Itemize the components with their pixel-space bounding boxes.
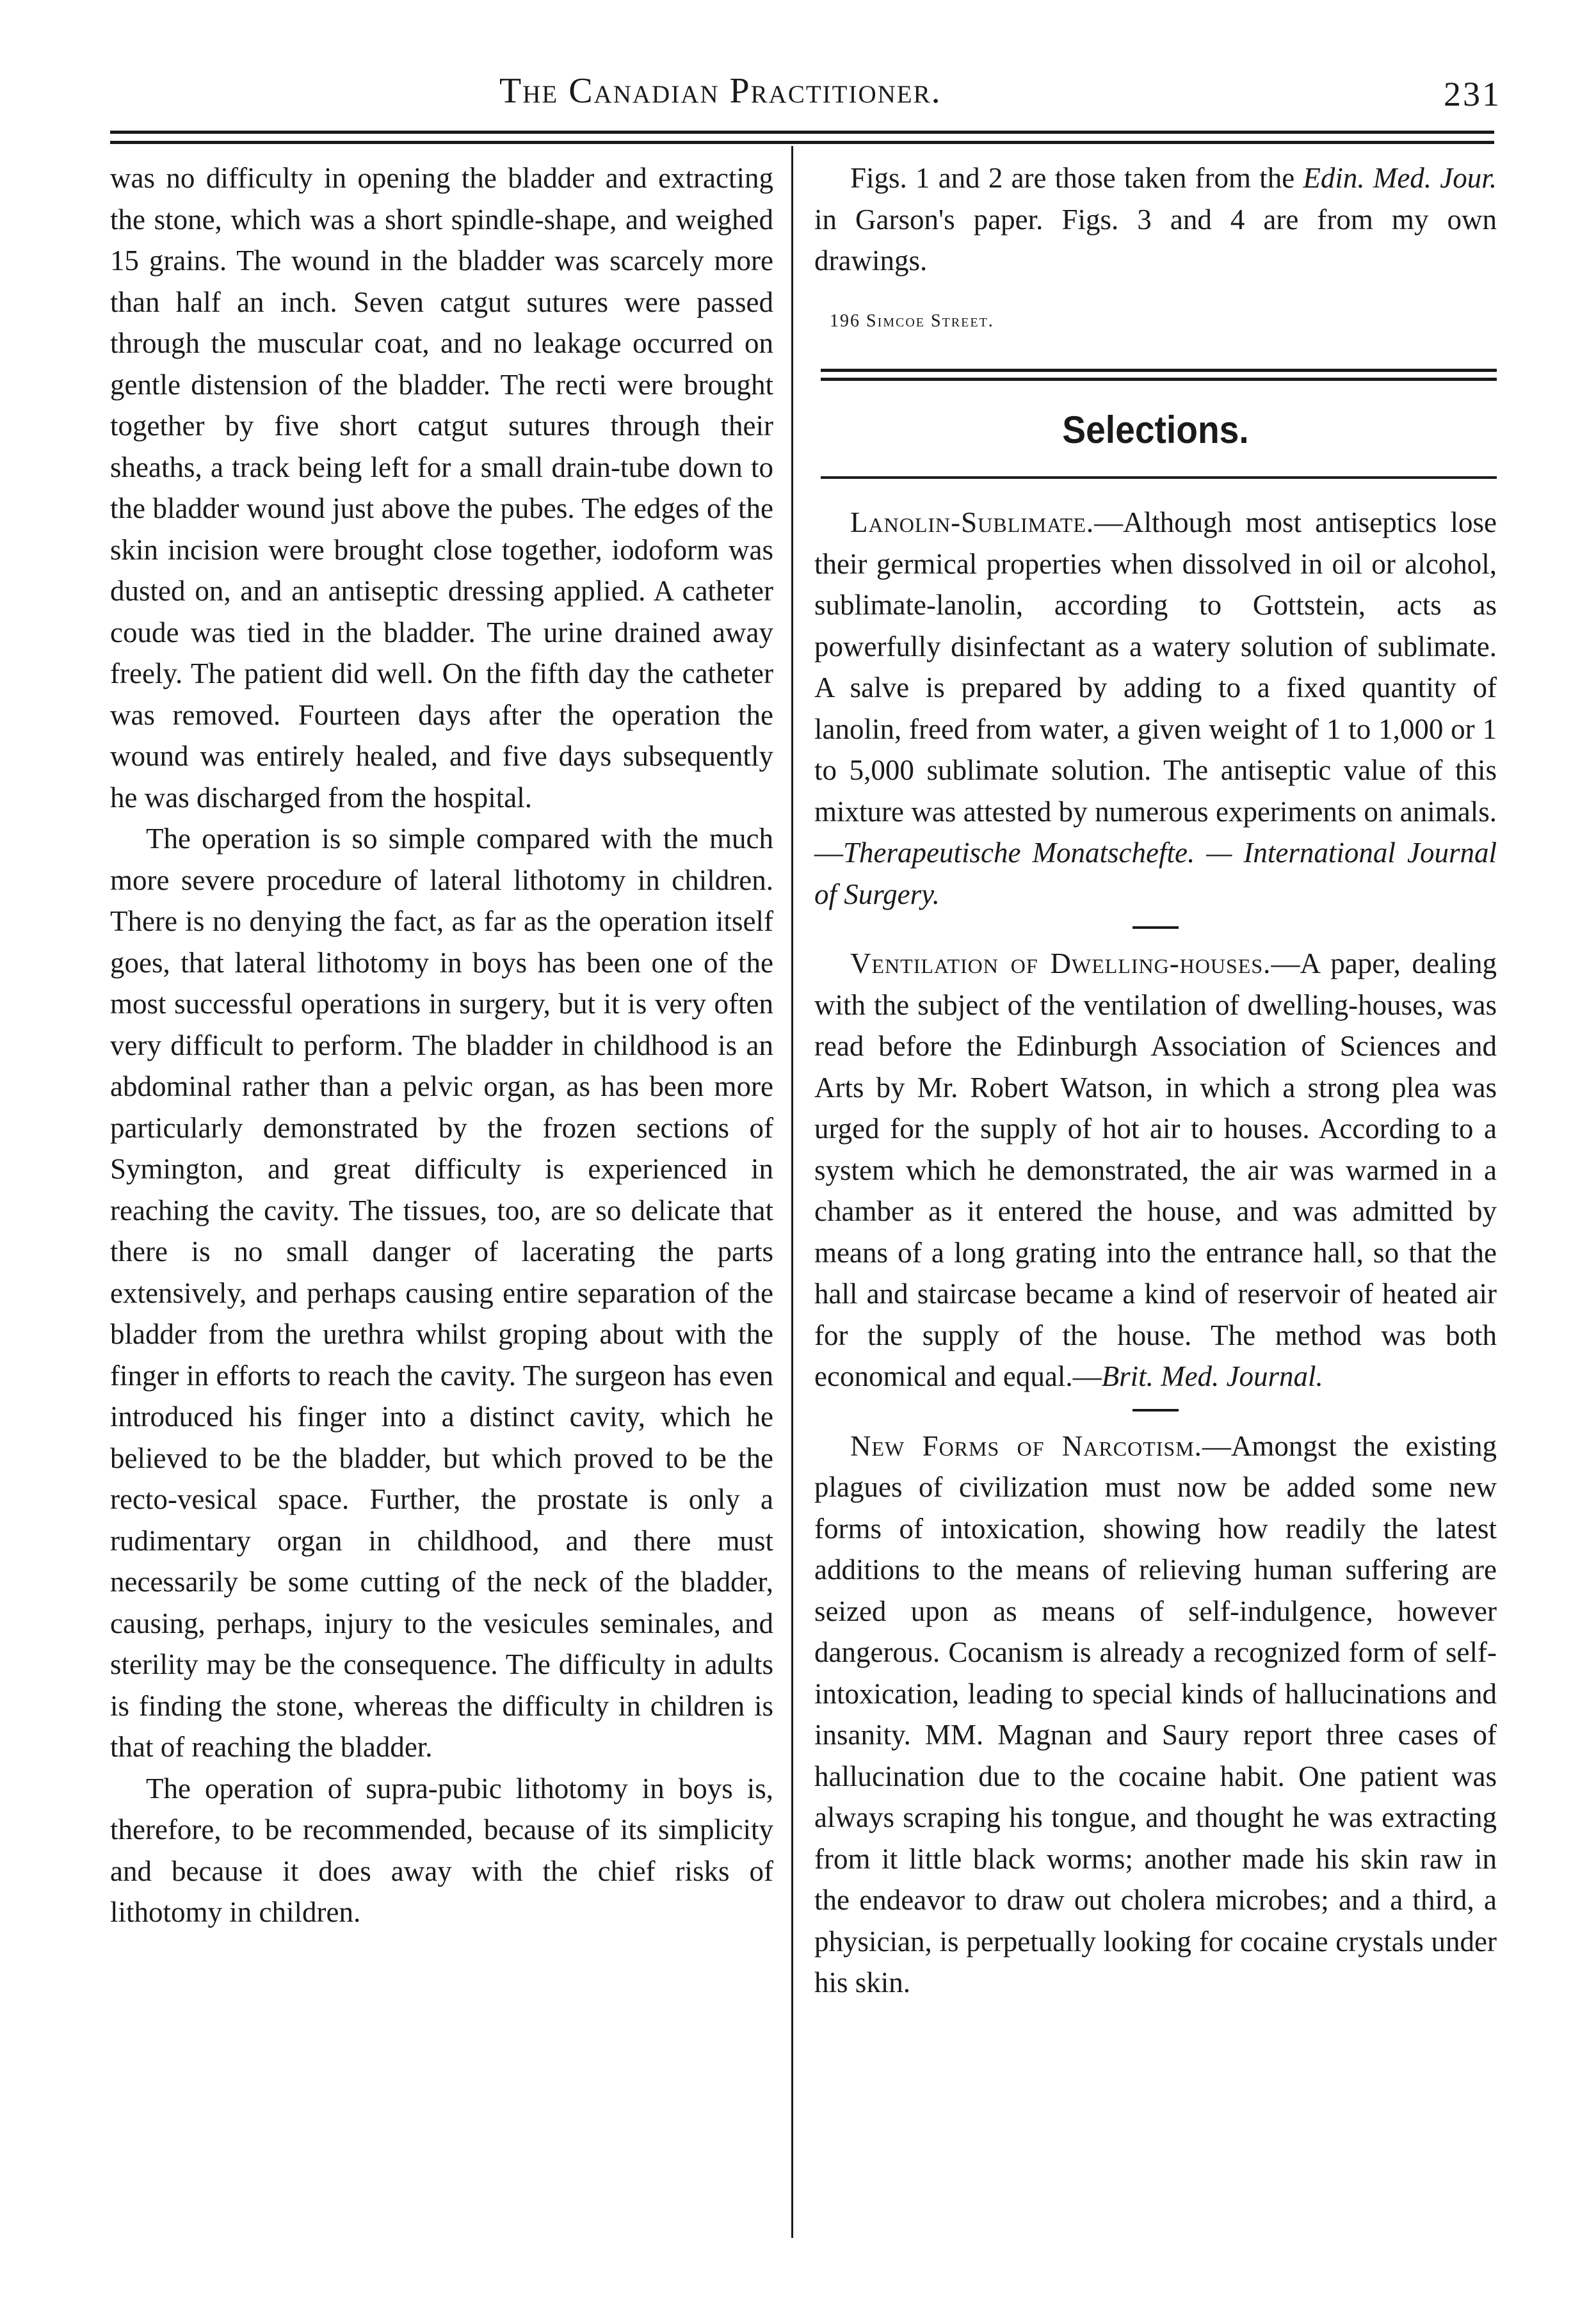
- article-heading: Ventilation of Dwelling-houses.: [850, 947, 1271, 979]
- article-body: —A paper, dealing with the subject of the ventilation of dwelling-houses, was read before the Edinburgh Association of Sciences and Arts by Mr. Robert Watson, in which a strong plea was urged for the supply of hot air to houses. According to a system which he demonstrated, the air was warmed in a chamber as it entered the house, and was admitted by means of a long grating into the entrance hall, so that the hall and staircase became a kind of reservoir of heated air for the supply of the house. The method was both economical and equal.—: [814, 947, 1497, 1392]
- article-source: Therapeutische Monatschefte. — International Journal of Surgery.: [814, 837, 1497, 910]
- section-rule: [821, 476, 1497, 479]
- article-source: Brit. Med. Journal.: [1101, 1360, 1323, 1392]
- paragraph: The operation is so simple compared with the much more severe procedure of lateral lithotomy in children. There is no denying the fact, as far as the operation itself goes, that lateral lithotomy in boys has been one of the most successful operations in surgery, but it is very often very difficult to perform. The bladder in childhood is an abdominal rather than a pelvic organ, as has been more particularly demonstrated by the frozen sections of Symington, and great difficulty is experienced in reaching the cavity. The tissues, too, are so delicate that there is no small danger of lacerating the parts extensively, and perhaps causing entire separation of the bladder from the urethra whilst groping about with the finger in efforts to reach the cavity. The surgeon has even introduced his finger into a distinct cavity, which he believed to be the bladder, but which proved to be the recto-vesical space. Further, the prostate is only a rudimentary organ in childhood, and there must necessarily be some cutting of the neck of the bladder, causing, perhaps, injury to the vesicules seminales, and sterility may be the consequence. The difficulty in adults is finding the stone, whereas the difficulty in children is that of reaching the bladder.: [110, 823, 773, 1763]
- section-double-rule: [814, 369, 1497, 383]
- figures-note-text: in Garson's paper. Figs. 3 and 4 are from my own drawings.: [814, 203, 1497, 277]
- journal-citation: Edin. Med. Jour.: [1303, 162, 1497, 194]
- section-title: Selections.: [1062, 408, 1249, 451]
- running-head: [0, 64, 1596, 115]
- page-number: 231: [1444, 75, 1501, 113]
- article-separator: [1133, 1409, 1179, 1411]
- article-lanolin-sublimate: [814, 502, 1497, 915]
- article-narcotism: [814, 1426, 1497, 2004]
- header-rule-top: [110, 131, 1494, 134]
- right-column: [814, 157, 1497, 2004]
- article-heading: Lanolin-Sublimate.: [850, 506, 1095, 538]
- article-body: —Although most antiseptics lose their germical properties when dissolved in oil or alcohol, sublimate-lanolin, according to Gottstein, acts as powerfully disinfectant as a watery solution of sublimate. A salve is prepared by adding to a fixed quantity of lanolin, freed from water, a given weight of 1 to 1,000 or 1 to 5,000 sublimate solution. The antiseptic value of this mixture was attested by numerous experiments on animals.—: [814, 506, 1497, 869]
- article-heading: New Forms of Narcotism.: [850, 1429, 1202, 1462]
- figures-note: [814, 157, 1497, 282]
- journal-title: The Canadian Practitioner.: [499, 71, 942, 111]
- paragraph: was no difficulty in opening the bladder and extracting the stone, which was a short spindle-shape, and weighed 15 grains. The wound in the bladder was scarcely more than half an inch. Seven catgut sutures were passed through the muscular coat, and no leakage occurred on gentle distension of the bladder. The recti were brought together by five short catgut sutures through their sheaths, a track being left for a small drain-tube down to the bladder wound just above the pubes. The edges of the skin incision were brought close together, iodoform was dusted on, and an antiseptic dressing applied. A catheter coude was tied in the bladder. The urine drained away freely. The patient did well. On the fifth day the catheter was removed. Fourteen days after the operation the wound was entirely healed, and five days subsequently he was discharged from the hospital.: [110, 162, 773, 814]
- figures-note-text: Figs. 1 and 2 are those taken from the: [850, 162, 1303, 194]
- rule-line: [821, 369, 1497, 372]
- header-rule-bottom: [110, 141, 1494, 144]
- paragraph: The operation of supra-pubic lithotomy in boys is, therefore, to be recommended, because of its simplicity and because it does away with the chief risks of lithotomy in children.: [110, 1772, 773, 1928]
- article-separator: [1133, 926, 1179, 929]
- rule-line: [821, 378, 1497, 381]
- article-ventilation: [814, 943, 1497, 1397]
- article-body: —Amongst the existing plagues of civilization must now be added some new forms of intoxication, showing how readily the latest additions to the means of relieving human suffering are seized upon as means of self-indulgence, however dangerous. Cocanism is already a recognized form of self-intoxication, leading to special kinds of hallucinations and insanity. MM. Magnan and Saury report three cases of hallucination due to the cocaine habit. One patient was always scraping his tongue, and thought he was extracting from it little black worms; another made his skin raw in the endeavor to draw out cholera microbes; and a third, a physician, is perpetually looking for cocaine crystals under his skin.: [814, 1429, 1497, 1998]
- column-divider: [791, 146, 793, 2238]
- left-column: [110, 157, 773, 1933]
- author-address: 196 Simcoe Street.: [830, 310, 994, 331]
